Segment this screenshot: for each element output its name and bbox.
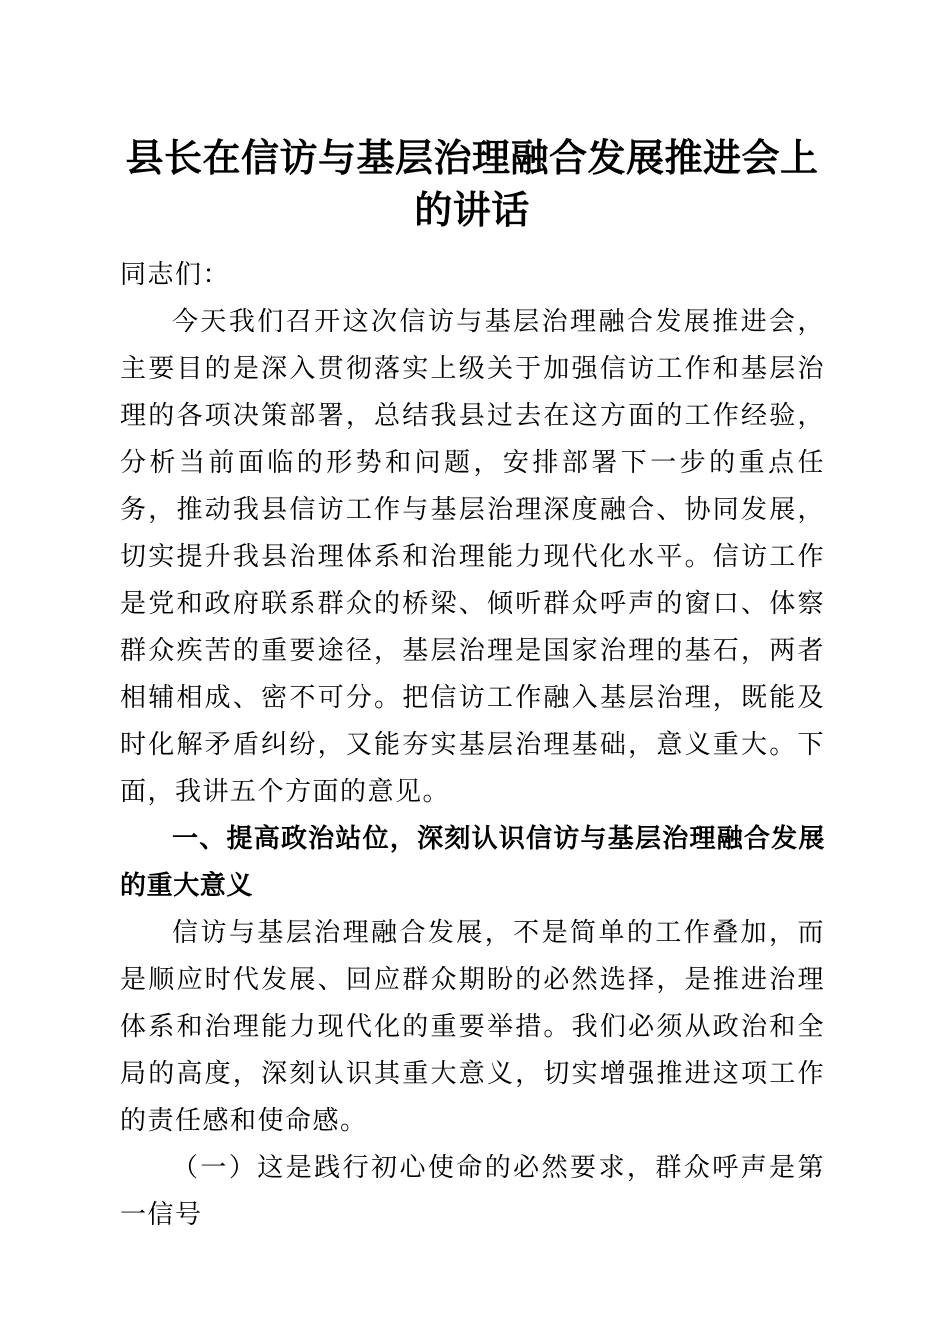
salutation: 同志们： — [120, 260, 231, 290]
subsection-heading-1: （一）这是践行初心使命的必然要求，群众呼声是第一信号 — [120, 1153, 825, 1230]
document-body — [120, 252, 825, 1239]
section-1-paragraph: 信访与基层治理融合发展，不是简单的工作叠加，而是顺应时代发展、回应群众期盼的必然选择，是推进治理体系和治理能力现代化的重要举措。我们必须从政治和全局的高度，深刻认识其重大意义，切实增强推进这项工作的责任感和使命感。 — [120, 918, 825, 1136]
section-heading-1: 一、提高政治站位，深刻认识信访与基层治理融合发展的重大意义 — [120, 824, 825, 901]
intro-paragraph: 今天我们召开这次信访与基层治理融合发展推进会，主要目的是深入贯彻落实上级关于加强信访工作和基层治理的各项决策部署，总结我县过去在这方面的工作经验，分析当前面临的形势和问题，安排部署下一步的重点任务，推动我县信访工作与基层治理深度融合、协同发展，切实提升我县治理体系和治理能力现代化水平。信访工作是党和政府联系群众的桥梁、倾听群众呼声的窗口、体察群众疾苦的重要途径，基层治理是国家治理的基石，两者相辅相成、密不可分。把信访工作融入基层治理，既能及时化解矛盾纠纷，又能夯实基层治理基础，意义重大。下面，我讲五个方面的意见。 — [120, 307, 825, 807]
document-title: 县长在信访与基层治理融合发展推进会上的讲话 — [125, 135, 819, 232]
